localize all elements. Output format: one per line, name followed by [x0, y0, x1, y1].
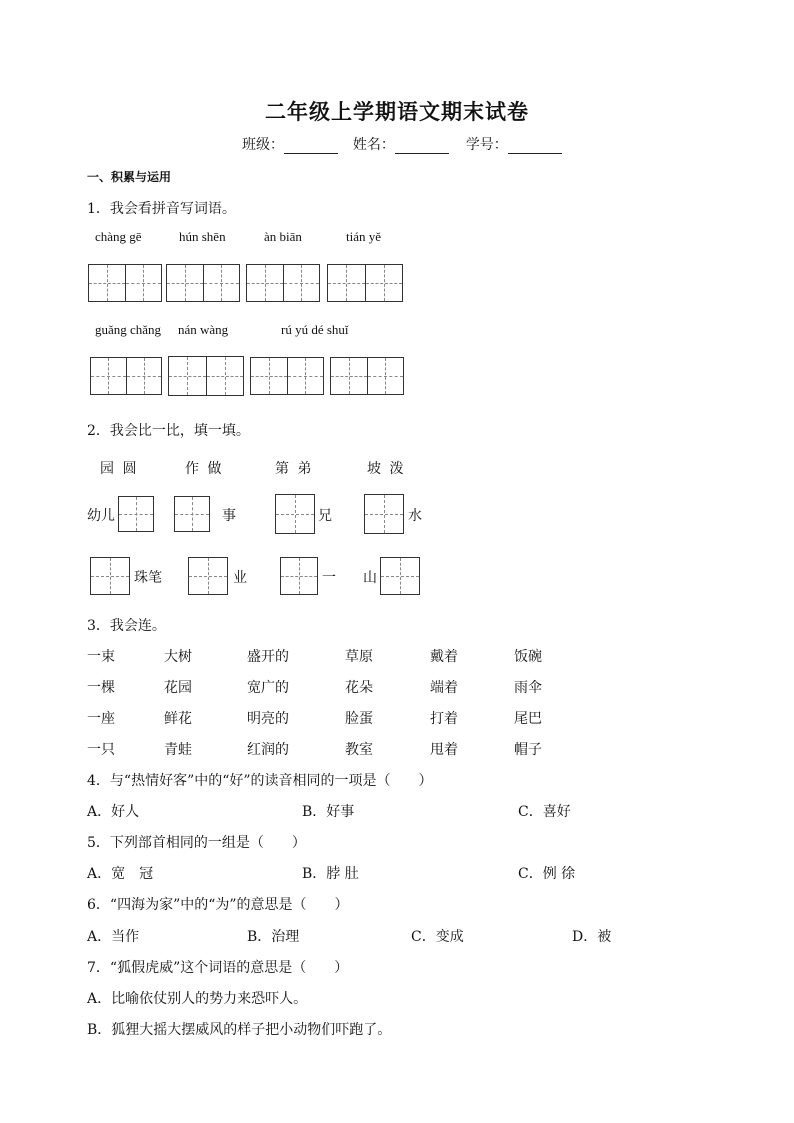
writing-grid[interactable] [88, 264, 162, 302]
pinyin: tián yě [346, 229, 382, 244]
word-part: 兄 [318, 508, 332, 524]
pinyin: hún shēn [179, 229, 226, 244]
option-b[interactable]: B．狐狸大摇大摆威风的样子把小动物们吓跑了。 [87, 1022, 392, 1038]
char-pair: 作 做 [185, 461, 222, 477]
match-word[interactable]: 雨伞 [514, 680, 542, 696]
pinyin: chàng gē [95, 229, 142, 244]
fill-box[interactable] [174, 496, 210, 532]
match-word[interactable]: 青蛙 [164, 742, 192, 758]
match-word[interactable]: 鲜花 [164, 711, 192, 727]
option-c[interactable]: C．变成 [411, 929, 464, 945]
fill-box[interactable] [364, 494, 404, 534]
option-b[interactable]: B．治理 [247, 929, 300, 945]
student-id-label: 学号： [465, 137, 508, 153]
class-label: 班级： [242, 137, 284, 153]
match-word[interactable]: 盛开的 [247, 649, 289, 665]
fill-box[interactable] [188, 557, 228, 595]
option-c[interactable]: C．喜好 [518, 804, 571, 820]
match-word[interactable]: 一座 [87, 711, 115, 727]
fill-box[interactable] [118, 496, 154, 532]
option-b[interactable]: B．脖 肚 [302, 866, 359, 882]
writing-grid[interactable] [330, 357, 404, 395]
option-a[interactable]: A．好人 [87, 804, 140, 820]
student-info [242, 134, 562, 154]
word-part: 珠笔 [134, 570, 162, 586]
match-word[interactable]: 饭碗 [514, 649, 542, 665]
writing-grid[interactable] [250, 357, 324, 395]
fill-box[interactable] [380, 557, 420, 595]
char-pair: 第 弟 [275, 461, 312, 477]
match-word[interactable]: 甩着 [430, 742, 458, 758]
word-part: 水 [408, 508, 422, 524]
match-word[interactable]: 花朵 [345, 680, 373, 696]
match-word[interactable]: 宽广的 [247, 680, 289, 696]
question-6-stem: 6．“四海为家”中的“为”的意思是（ ） [87, 897, 349, 913]
option-d[interactable]: D．被 [572, 929, 612, 945]
pinyin: guǎng chǎng [95, 322, 162, 337]
match-word[interactable]: 明亮的 [247, 711, 289, 727]
question-5-stem: 5．下列部首相同的一组是（ ） [87, 835, 306, 851]
pinyin: àn biān [264, 229, 302, 244]
question-4-stem: 4．与“热情好客”中的“好”的读音相同的一项是（ ） [87, 773, 433, 789]
char-pair: 坡 泼 [367, 461, 404, 477]
match-word[interactable]: 脸蛋 [345, 711, 373, 727]
match-word[interactable]: 花园 [164, 680, 192, 696]
writing-grid[interactable] [168, 356, 244, 396]
match-word[interactable]: 一束 [87, 649, 115, 665]
match-word[interactable]: 端着 [430, 680, 458, 696]
fill-box[interactable] [275, 494, 315, 534]
fill-box[interactable] [90, 557, 130, 595]
writing-grid[interactable] [166, 264, 240, 302]
name-label: 姓名： [352, 137, 395, 153]
fill-box[interactable] [280, 557, 318, 595]
option-c[interactable]: C．例 徐 [518, 866, 576, 882]
page-title: 二年级上学期语文期末试卷 [265, 99, 529, 124]
option-a[interactable]: A．比喻依仗别人的势力来恐吓人。 [87, 991, 308, 1007]
option-a[interactable]: A．宽 冠 [87, 866, 154, 882]
match-word[interactable]: 红润的 [247, 742, 289, 758]
match-word[interactable]: 一棵 [87, 680, 115, 696]
char-pair: 园 圆 [100, 461, 137, 477]
match-word[interactable]: 打着 [430, 711, 458, 727]
writing-grid[interactable] [90, 357, 162, 395]
match-word[interactable]: 草原 [345, 649, 373, 665]
word-part: 一 [322, 570, 336, 586]
writing-grid[interactable] [246, 264, 320, 302]
match-word[interactable]: 戴着 [430, 649, 458, 665]
student-id-blank[interactable] [508, 139, 562, 154]
word-part: 幼儿 [87, 508, 115, 524]
pinyin: rú yú dé shuǐ [281, 322, 349, 337]
question-3-stem: 3．我会连。 [87, 618, 166, 634]
option-b[interactable]: B．好事 [302, 804, 355, 820]
question-2-stem: 2．我会比一比，填一填。 [87, 423, 250, 439]
match-word[interactable]: 帽子 [514, 742, 542, 758]
match-word[interactable]: 大树 [164, 649, 192, 665]
option-a[interactable]: A．当作 [87, 929, 140, 945]
name-blank[interactable] [395, 139, 449, 154]
question-1-stem: 1．我会看拼音写词语。 [87, 201, 236, 217]
word-part: 事 [222, 508, 236, 524]
question-7-stem: 7．“狐假虎威”这个词语的意思是（ ） [87, 960, 349, 976]
pinyin: nán wàng [178, 322, 229, 337]
class-blank[interactable] [284, 139, 338, 154]
match-word[interactable]: 教室 [345, 742, 373, 758]
word-part: 业 [233, 570, 247, 586]
word-part: 山 [363, 570, 377, 586]
match-word[interactable]: 尾巴 [514, 711, 542, 727]
writing-grid[interactable] [327, 264, 403, 302]
match-word[interactable]: 一只 [87, 742, 115, 758]
section-heading: 一、积累与运用 [87, 170, 172, 184]
